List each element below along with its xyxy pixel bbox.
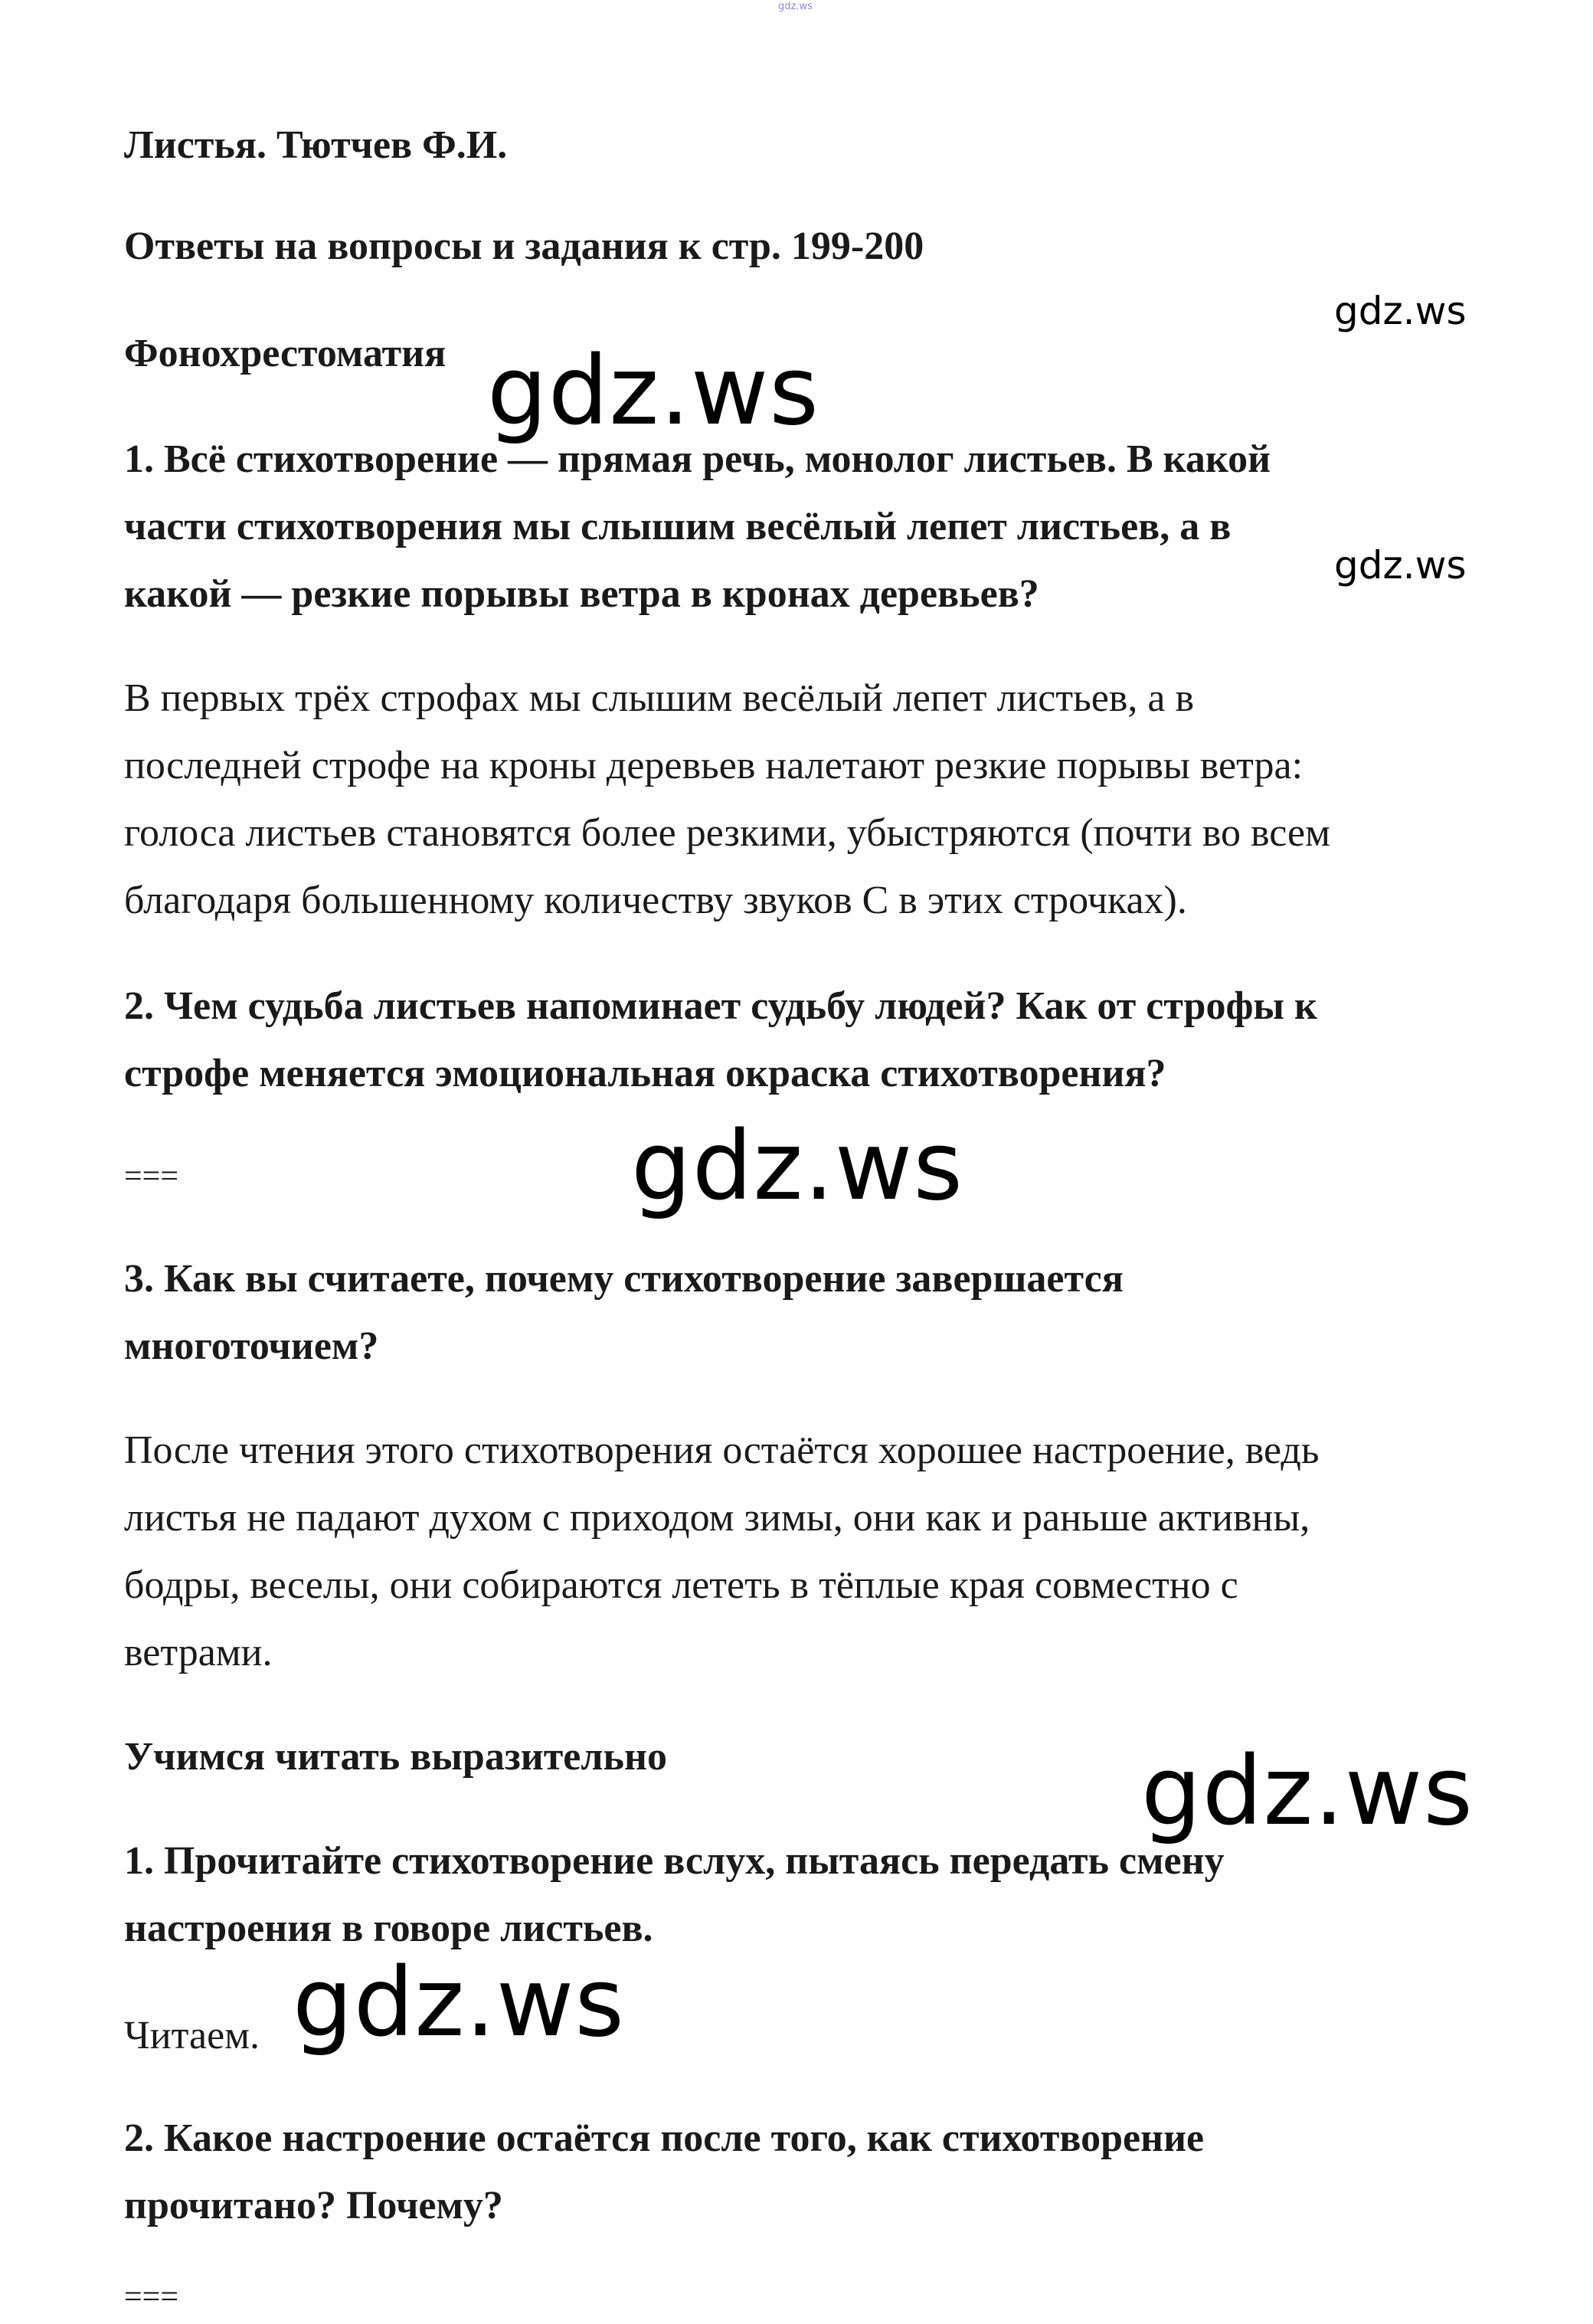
- answer-5-placeholder: ===: [124, 2280, 179, 2315]
- question-1-line-1: 1. Всё стихотворение — прямая речь, монолог листьев. В какой: [124, 437, 1271, 481]
- watermark-big-2: gdz.ws: [631, 1111, 963, 1222]
- answer-4: Читаем.: [124, 2014, 260, 2057]
- question-5-line-1: 2. Какое настроение остаётся после того, как стихотворение: [124, 2116, 1205, 2160]
- answer-3-line-2: листья не падают духом с приходом зимы, они как и раньше активны,: [124, 1496, 1310, 1540]
- watermark-small-1: gdz.ws: [1334, 289, 1467, 333]
- question-3-line-2: многоточием?: [124, 1324, 379, 1368]
- section-heading-phonochrestomathy: Фонохрестоматия: [124, 332, 446, 375]
- question-2-line-1: 2. Чем судьба листьев напоминает судьбу людей? Как от строфы к: [124, 984, 1317, 1028]
- question-4-line-1: 1. Прочитайте стихотворение вслух, пытаясь передать смену: [124, 1839, 1225, 1883]
- document-title: Листья. Тютчев Ф.И.: [124, 123, 508, 167]
- question-3-line-1: 3. Как вы считаете, почему стихотворение завершается: [124, 1257, 1124, 1301]
- question-1-line-3: какой — резкие порывы ветра в кронах деревьев?: [124, 572, 1039, 616]
- question-2-line-2: строфе меняется эмоциональная окраска стихотворения?: [124, 1052, 1166, 1095]
- watermark-big-4: gdz.ws: [293, 1948, 625, 2058]
- answer-1-line-2: последней строфе на кроны деревьев налетают резкие порывы ветра:: [124, 744, 1304, 787]
- answer-1-line-3: голоса листьев становятся более резкими, убыстряются (почти во всем: [124, 811, 1331, 855]
- watermark-tiny: gdz.ws: [778, 1, 813, 12]
- document-subtitle: Ответы на вопросы и задания к стр. 199-200: [124, 224, 924, 268]
- answer-3-line-1: После чтения этого стихотворения остаётся хорошее настроение, ведь: [124, 1429, 1320, 1472]
- section-heading-expressive-reading: Учимся читать выразительно: [124, 1735, 667, 1779]
- question-5-line-2: прочитано? Почему?: [124, 2184, 503, 2227]
- question-1-line-2: части стихотворения мы слышим весёлый лепет листьев, а в: [124, 505, 1232, 548]
- answer-3-line-4: ветрами.: [124, 1631, 273, 1674]
- watermark-big-1: gdz.ws: [487, 336, 819, 447]
- answer-2-placeholder: ===: [124, 1159, 179, 1194]
- question-4-line-2: настроения в говоре листьев.: [124, 1907, 653, 1950]
- answer-1-line-4: благодаря большенному количеству звуков С в этих строчках).: [124, 879, 1187, 922]
- watermark-big-3: gdz.ws: [1141, 1736, 1474, 1847]
- answer-3-line-3: бодры, веселы, они собираются лететь в тёплые края совместно с: [124, 1563, 1238, 1607]
- watermark-small-2: gdz.ws: [1334, 543, 1467, 588]
- answer-1-line-1: В первых трёх строфах мы слышим весёлый лепет листьев, а в: [124, 676, 1195, 720]
